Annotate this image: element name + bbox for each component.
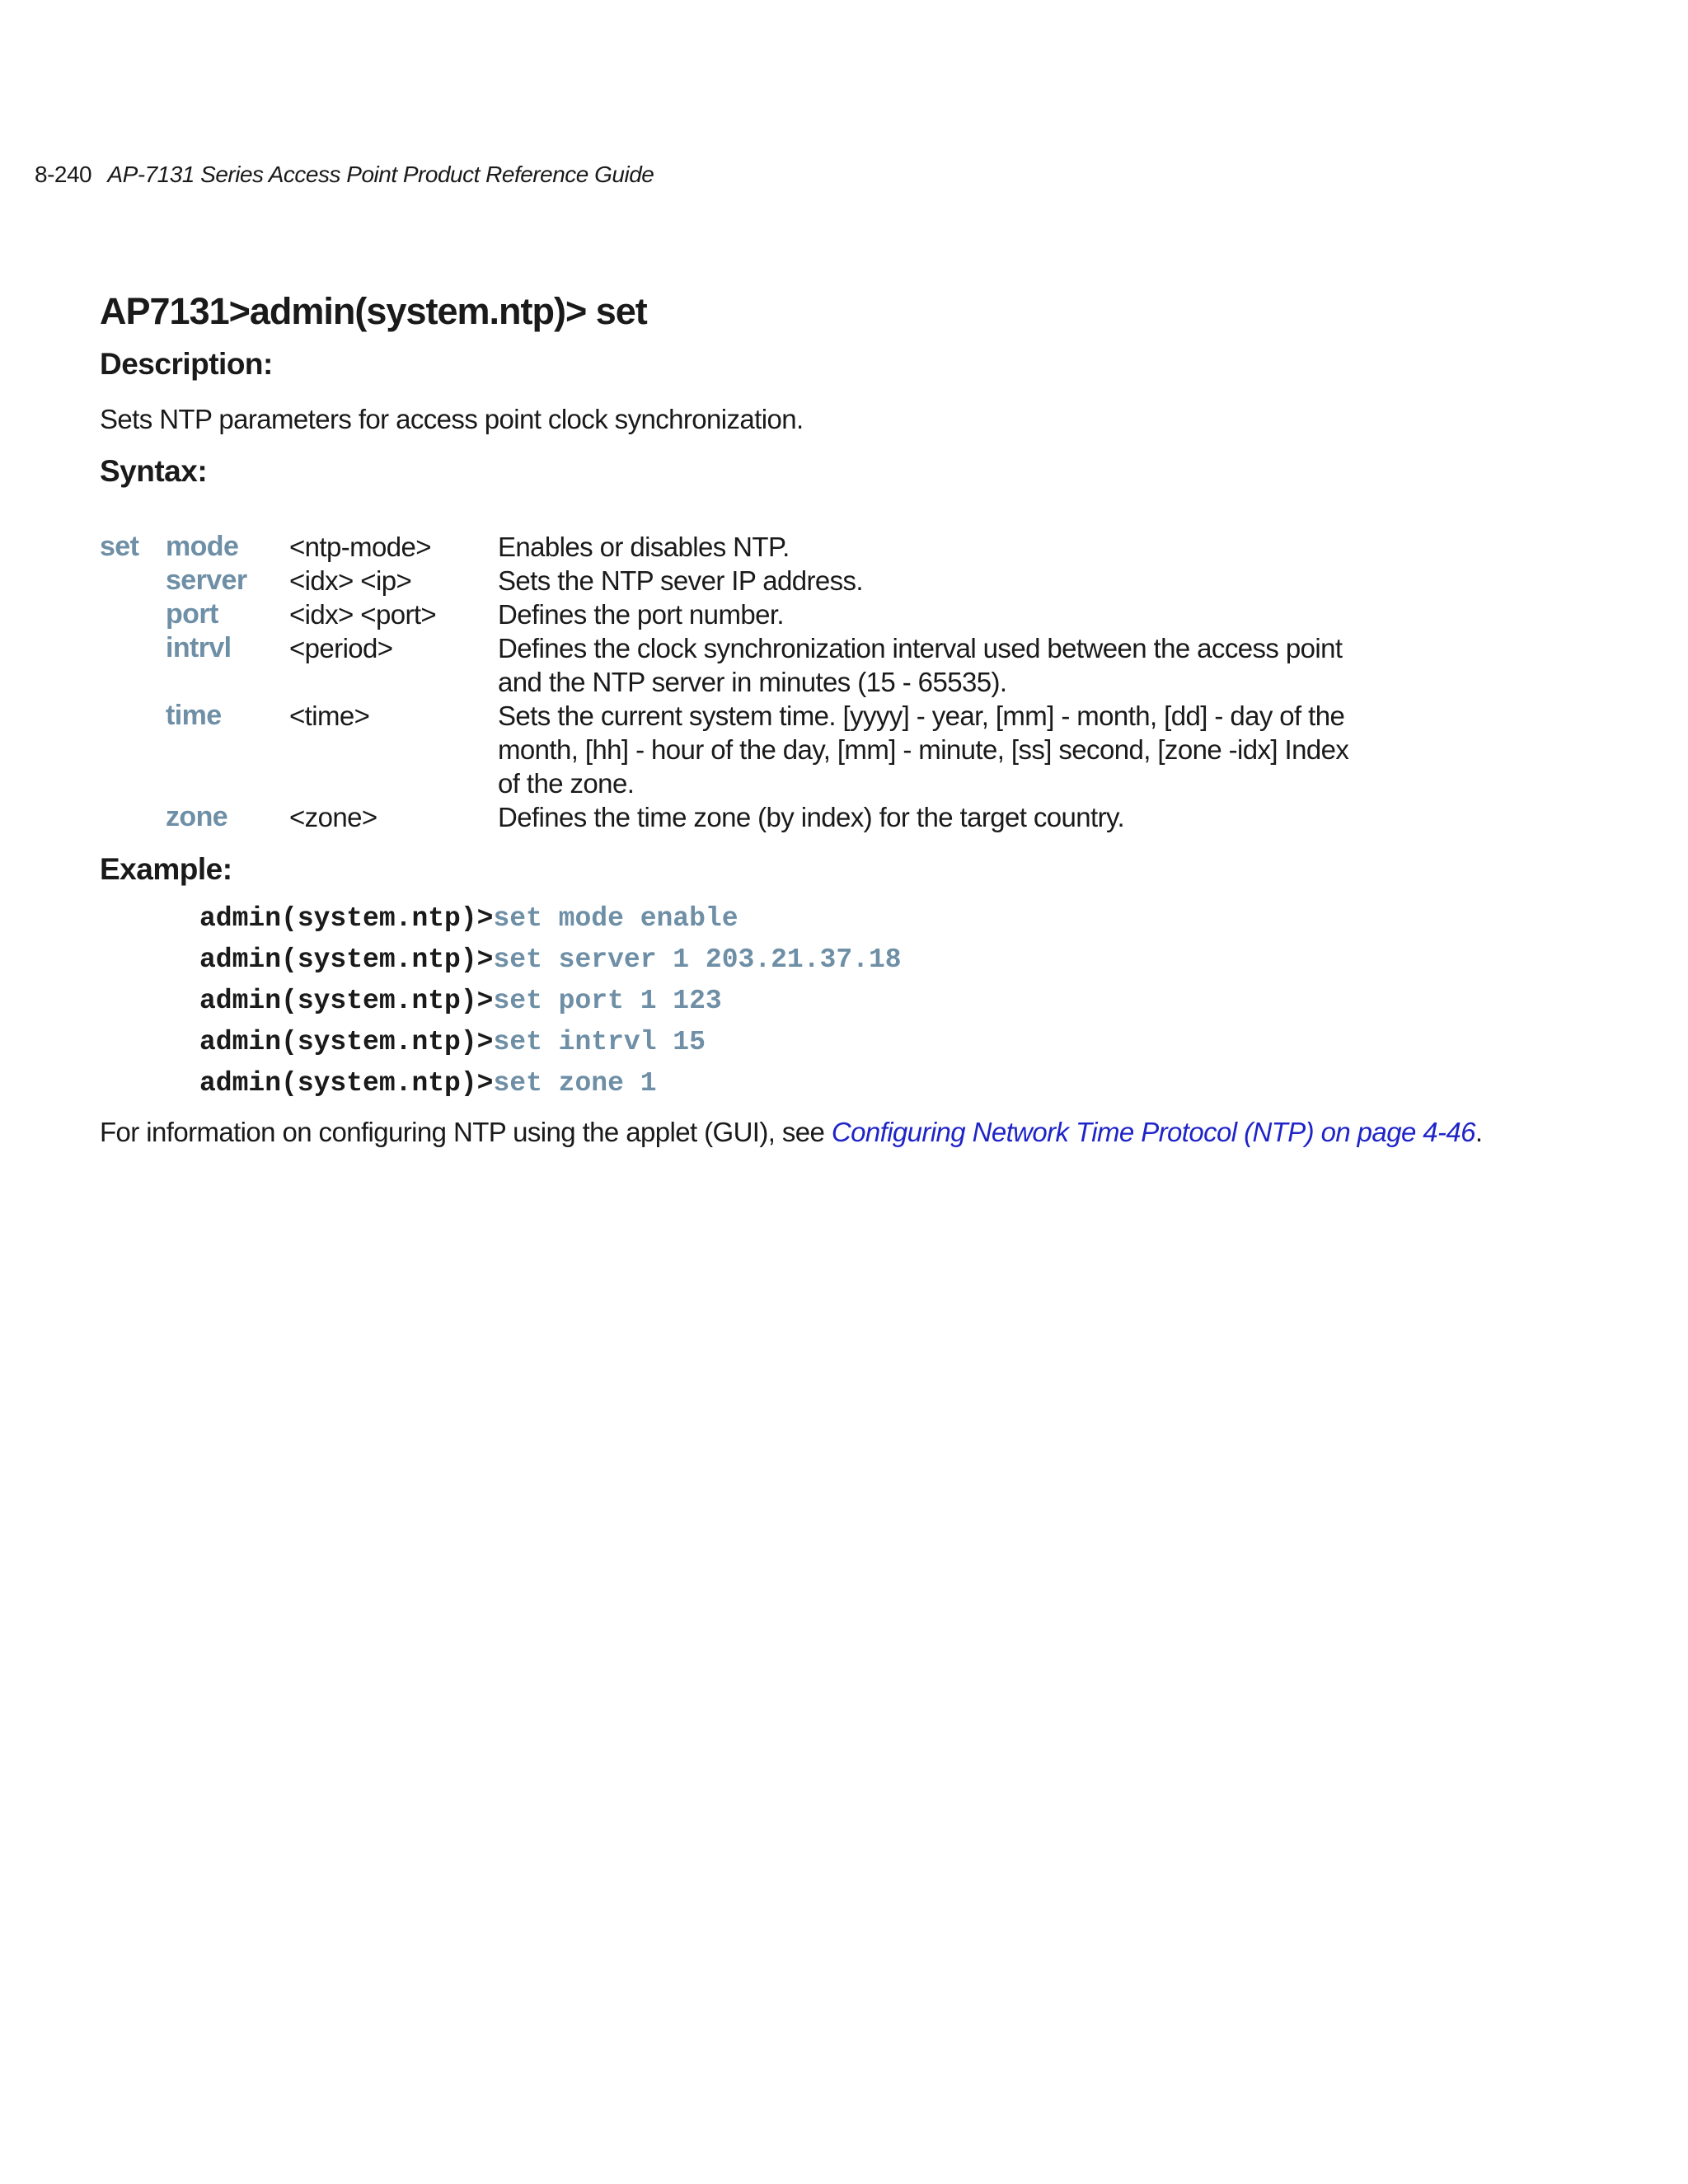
syntax-args: <time>: [289, 701, 370, 731]
example-command: set port 1 123: [493, 986, 722, 1016]
syntax-args: <ntp-mode>: [289, 532, 431, 562]
running-header: [35, 162, 654, 188]
example-prompt: admin(system.ntp)>: [199, 986, 494, 1016]
syntax-description: Defines the port number.: [498, 599, 784, 630]
example-line: [199, 940, 1418, 981]
syntax-set-keyword: set: [100, 531, 139, 562]
example-command: set intrvl 15: [493, 1027, 706, 1057]
guide-title: AP-7131 Series Access Point Product Reference Guide: [107, 162, 654, 187]
syntax-description: Defines the clock synchronization interval used between the access point and the NTP server in minutes (15 - 65535).: [498, 633, 1343, 697]
syntax-description: Sets the NTP sever IP address.: [498, 565, 864, 596]
syntax-description: Defines the time zone (by index) for the target country.: [498, 802, 1125, 832]
syntax-heading: Syntax:: [100, 454, 208, 488]
syntax-keyword: server: [166, 565, 247, 596]
syntax-row: [100, 800, 1418, 834]
main-content: [100, 284, 1483, 1178]
example-prompt: admin(system.ntp)>: [199, 1027, 494, 1057]
example-command: set mode enable: [493, 903, 738, 934]
syntax-keyword: zone: [166, 801, 228, 832]
example-heading: Example:: [100, 852, 232, 886]
example-prompt: admin(system.ntp)>: [199, 944, 494, 975]
syntax-description: Sets the current system time. [yyyy] - year, [mm] - month, [dd] - day of the month, [hh] - hour of the day, [mm] - minute, [ss] second, [zone -idx] Index of the zone.: [498, 701, 1349, 799]
cross-reference-link[interactable]: Configuring Network Time Protocol (NTP) on page 4-46: [831, 1117, 1475, 1147]
syntax-keyword: time: [166, 700, 222, 731]
example-command: set server 1 203.21.37.18: [493, 944, 902, 975]
example-prompt: admin(system.ntp)>: [199, 1068, 494, 1099]
command-title: AP7131>admin(system.ntp)> set: [100, 290, 647, 332]
syntax-args: <zone>: [289, 802, 377, 832]
reference-paragraph: [100, 1114, 1483, 1151]
syntax-row: [100, 631, 1418, 699]
syntax-args: <idx> <port>: [289, 599, 437, 630]
example-code-block: [100, 898, 1418, 1104]
syntax-args: <period>: [289, 633, 393, 663]
description-heading: Description:: [100, 347, 273, 381]
example-line: [199, 898, 1418, 940]
description-text: Sets NTP parameters for access point clock synchronization.: [100, 404, 804, 434]
example-line: [199, 1022, 1418, 1063]
syntax-table: [100, 530, 1418, 834]
syntax-keyword: mode: [166, 531, 239, 562]
example-prompt: admin(system.ntp)>: [199, 903, 494, 934]
syntax-keyword: port: [166, 598, 218, 630]
example-command: set zone 1: [493, 1068, 657, 1099]
example-line: [199, 981, 1418, 1022]
syntax-row: [100, 530, 1418, 564]
syntax-keyword: intrvl: [166, 632, 232, 663]
reference-text-end: .: [1475, 1117, 1483, 1147]
syntax-args: <idx> <ip>: [289, 565, 412, 596]
syntax-row: [100, 598, 1418, 631]
page-number: 8-240: [35, 162, 92, 187]
reference-text: For information on configuring NTP using the applet (GUI), see: [100, 1117, 832, 1147]
example-line: [199, 1063, 1418, 1104]
syntax-row: [100, 564, 1418, 598]
syntax-row: [100, 699, 1418, 800]
syntax-description: Enables or disables NTP.: [498, 532, 790, 562]
